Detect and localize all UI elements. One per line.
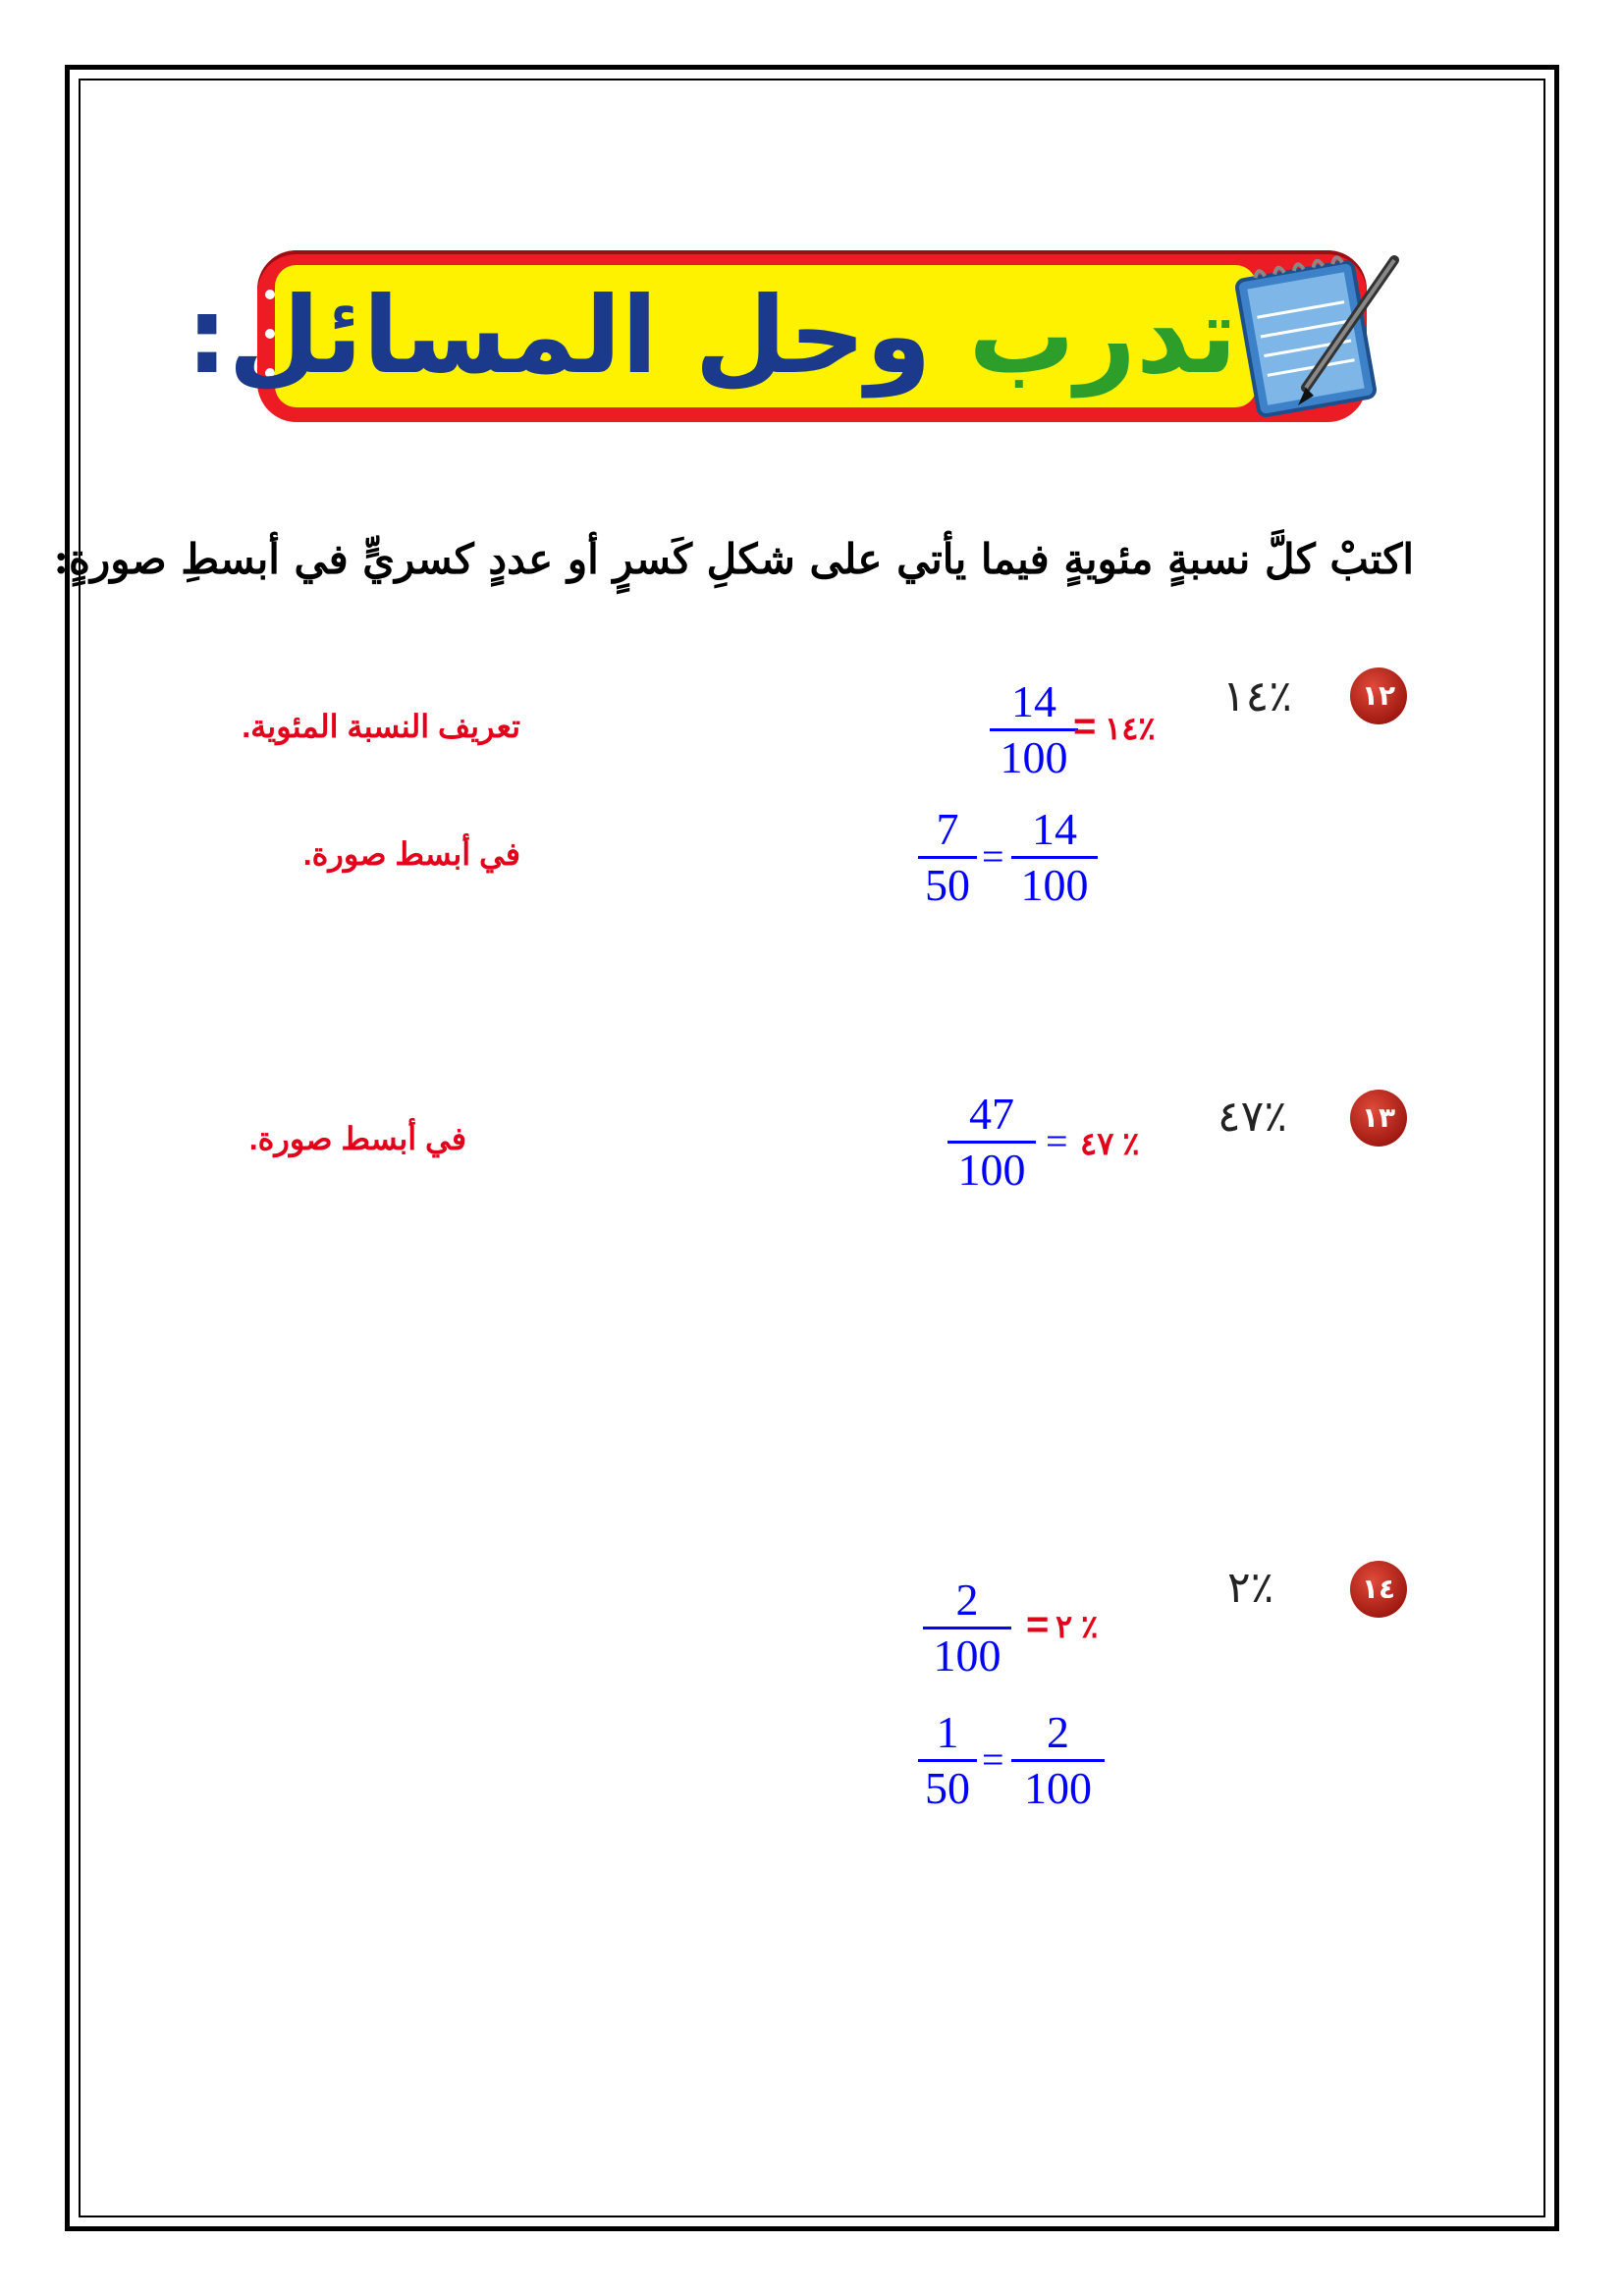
percent-value: ٪١٤	[1105, 711, 1156, 746]
equals-sign: =	[982, 1737, 1004, 1782]
fraction-denominator: 100	[933, 1630, 1001, 1681]
given-percent: ٪١٤	[1222, 671, 1292, 721]
fraction-bar	[1011, 856, 1098, 859]
equals-sign: =	[1073, 705, 1097, 748]
banner-title-part1: تدرب	[968, 275, 1237, 398]
fraction	[923, 1575, 1011, 1681]
percent-value: ٪ ٤٧	[1080, 1126, 1140, 1161]
fraction-denominator: 100	[1020, 860, 1089, 910]
fraction-numerator: 47	[969, 1089, 1014, 1139]
fraction-bar	[947, 1141, 1036, 1144]
fraction	[947, 1090, 1036, 1195]
fraction	[990, 677, 1078, 782]
fraction-numerator: 14	[1011, 676, 1056, 726]
fraction-numerator: 2	[955, 1575, 979, 1625]
fraction-bar	[918, 1759, 977, 1762]
equals-sign: =	[1026, 1603, 1050, 1646]
fraction-numerator: 7	[936, 804, 959, 854]
fraction-denominator: 50	[925, 1763, 970, 1813]
fraction-numerator: 2	[1047, 1707, 1069, 1757]
problem-number-badge: ١٢	[1350, 667, 1407, 724]
banner-title-part2: وحل المسائل:	[186, 275, 932, 398]
fraction	[1011, 1708, 1105, 1813]
equals-sign: =	[1046, 1119, 1068, 1163]
percent-value: ٪ ٢	[1056, 1609, 1099, 1644]
equals-sign: =	[982, 834, 1004, 879]
step-note: في أبسط صورة.	[302, 836, 520, 872]
problem-number-badge: ١٣	[1350, 1090, 1407, 1147]
fraction-denominator: 100	[957, 1145, 1026, 1195]
notepad-pencil-icon	[1227, 240, 1414, 427]
fraction-bar	[918, 856, 977, 859]
fraction	[918, 1708, 977, 1813]
fraction-bar	[1011, 1759, 1105, 1762]
banner-title	[186, 263, 1237, 410]
given-percent: ٪٢	[1227, 1563, 1274, 1613]
fraction	[918, 805, 977, 910]
fraction	[1011, 805, 1098, 910]
step-note: في أبسط صورة.	[248, 1121, 466, 1156]
problem-number-badge: ١٤	[1350, 1561, 1407, 1618]
fraction-numerator: 14	[1032, 804, 1077, 854]
fraction-bar	[923, 1627, 1011, 1629]
fraction-numerator: 1	[936, 1707, 959, 1757]
step-note: تعريف النسبة المئوية.	[242, 709, 520, 744]
fraction-denominator: 50	[925, 860, 970, 910]
given-percent: ٪٤٧	[1218, 1092, 1287, 1142]
fraction-bar	[990, 728, 1078, 731]
fraction-denominator: 100	[1000, 732, 1068, 782]
fraction-denominator: 100	[1024, 1763, 1092, 1813]
instruction-text: اكتبْ كلَّ نسبةٍ مئويةٍ فيما يأتي على شكلِ كَسرٍ أو عددٍ كسريٍّ في أبسطِ صورةٍ:	[53, 535, 1414, 583]
